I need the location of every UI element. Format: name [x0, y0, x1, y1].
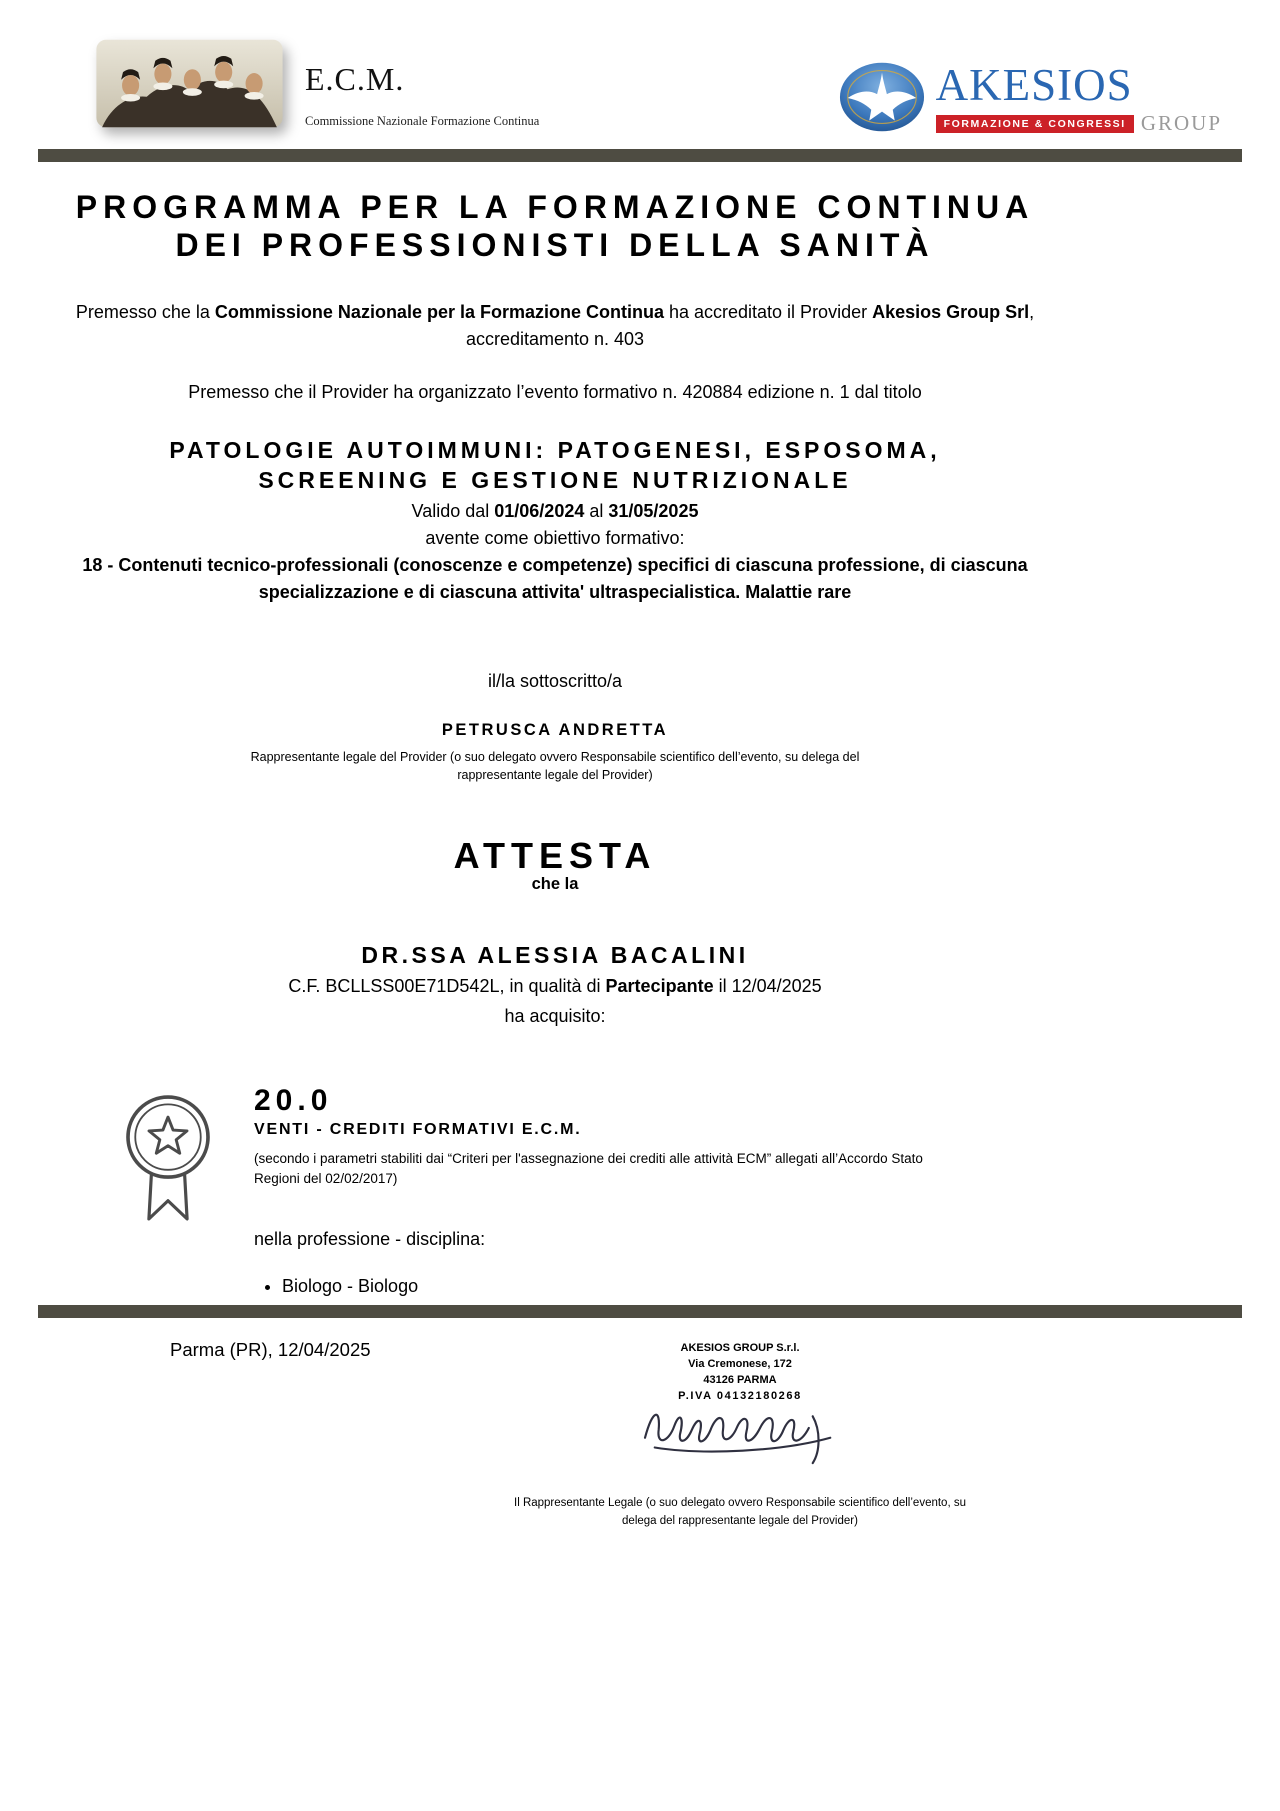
- acquired-label: ha acquisito:: [504, 1006, 606, 1027]
- credits-value: 20.0: [254, 1084, 333, 1118]
- profession-list-item: • Biologo - Biologo: [282, 1276, 959, 1297]
- akesios-subrow: [936, 111, 1222, 136]
- participant-role: Partecipante: [605, 976, 714, 997]
- ecm-painting-logo-icon: [92, 36, 287, 131]
- top-divider-bar: [38, 149, 1242, 162]
- ecm-title: E.C.M.: [305, 61, 405, 97]
- event-title: [0, 436, 1110, 496]
- signature-image: [635, 1389, 850, 1472]
- document-title-line1: PROGRAMMA PER LA FORMAZIONE CONTINUA: [75, 189, 1035, 225]
- profession-list: [262, 1276, 959, 1297]
- legal-representative-note: Rappresentante legale del Provider (o suo delegato ovvero Responsabile scientifico dell’evento, su delega del rappresentante legale del Provider): [250, 749, 860, 782]
- akesios-name: AKESIOS: [935, 60, 1133, 110]
- premise1-text3: , accreditamento n. 403: [465, 301, 1035, 349]
- akesios-wordmark: [935, 60, 1222, 136]
- premise1-provider-name: Akesios Group Srl: [872, 301, 1030, 322]
- validity-line: [0, 498, 1110, 525]
- premise1-text1: Premesso che la: [75, 301, 215, 322]
- event-premise: Premesso che il Provider ha organizzato l’evento formativo n. 420884 edizione n. 1 dal titolo: [188, 381, 922, 402]
- company-name: AKESIOS GROUP S.r.l.: [680, 1342, 800, 1354]
- profession-label: nella professione - disciplina:: [254, 1228, 486, 1249]
- company-vat-number: P.IVA 04132180268: [678, 1389, 802, 1402]
- ecm-wordmark: [305, 61, 539, 131]
- phoenix-bird-icon: [838, 60, 926, 139]
- akesios-tagline-badge: FORMAZIONE & CONGRESSI: [936, 115, 1134, 133]
- validity-text2: al: [584, 500, 609, 521]
- signature-note: Il Rappresentante Legale (o suo delegato ovvero Responsabile scientifico dell’evento, su delega del rappresentante legale del Provider): [514, 1497, 966, 1527]
- validity-end-date: 31/05/2025: [608, 500, 699, 521]
- header: [0, 0, 1280, 139]
- ecm-subtitle: Commissione Nazionale Formazione Continua: [305, 114, 540, 128]
- attesta-heading: ATTESTA: [453, 834, 657, 876]
- cf-text1: C.F. BCLLSS00E71D542L, in qualità di: [288, 976, 606, 997]
- fiscal-code-line: [0, 973, 1110, 1000]
- legal-representative-name: PETRUSCA ANDRETTA: [441, 720, 669, 739]
- company-address-line1: Via Cremonese, 172: [688, 1357, 792, 1370]
- document-title-line2: DEI PROFESSIONISTI DELLA SANITÀ: [175, 227, 935, 264]
- medal-rosette-icon: [118, 1084, 218, 1237]
- validity-text1: Valido dal: [411, 500, 495, 521]
- company-address-line2: 43126 PARMA: [703, 1373, 777, 1386]
- che-la-label: che la: [531, 875, 579, 894]
- credits-note: (secondo i parametri stabiliti dai “Criteri per l'assegnazione dei crediti alle attività ECM” allegati all’Accordo Stato Regioni del 02/02/2017): [254, 1151, 923, 1186]
- credits-label: VENTI - CREDITI FORMATIVI E.C.M.: [254, 1121, 582, 1139]
- cf-text2: il 12/04/2025: [713, 976, 822, 997]
- ecm-brand: [92, 36, 539, 131]
- objective-label: avente come obiettivo formativo:: [425, 527, 685, 548]
- event-title-line1: PATOLOGIE AUTOIMMUNI: PATOGENESI, ESPOSOMA,: [169, 436, 941, 463]
- credits-details: [254, 1084, 959, 1296]
- akesios-group-label: GROUP: [1140, 111, 1222, 135]
- akesios-brand: [838, 60, 1222, 139]
- credits-section: [118, 1084, 1110, 1296]
- participant-name: DR.SSA ALESSIA BACALINI: [361, 942, 749, 969]
- premise1-commission-name: Commissione Nazionale per la Formazione Continua: [214, 301, 664, 322]
- event-title-line2: SCREENING E GESTIONE NUTRIZIONALE: [258, 466, 852, 493]
- certificate-body: [0, 188, 1110, 1297]
- document-title: [0, 188, 1110, 265]
- premise1-text2: ha accreditato il Provider: [663, 301, 873, 322]
- footer: [0, 1305, 1280, 1527]
- accreditation-premise: [65, 299, 1045, 353]
- place-and-date: Parma (PR), 12/04/2025: [170, 1339, 371, 1360]
- validity-start-date: 01/06/2024: [494, 500, 585, 521]
- objective-text: 18 - Contenuti tecnico-professionali (conoscenze e competenze) specifici di ciascuna professione, di ciascuna specializzazione e di ciascuna attivita' ultraspecialistica. Malattie rare: [82, 554, 1028, 602]
- subscriber-label: il/la sottoscritto/a: [487, 670, 623, 691]
- bottom-divider-bar: [38, 1305, 1242, 1318]
